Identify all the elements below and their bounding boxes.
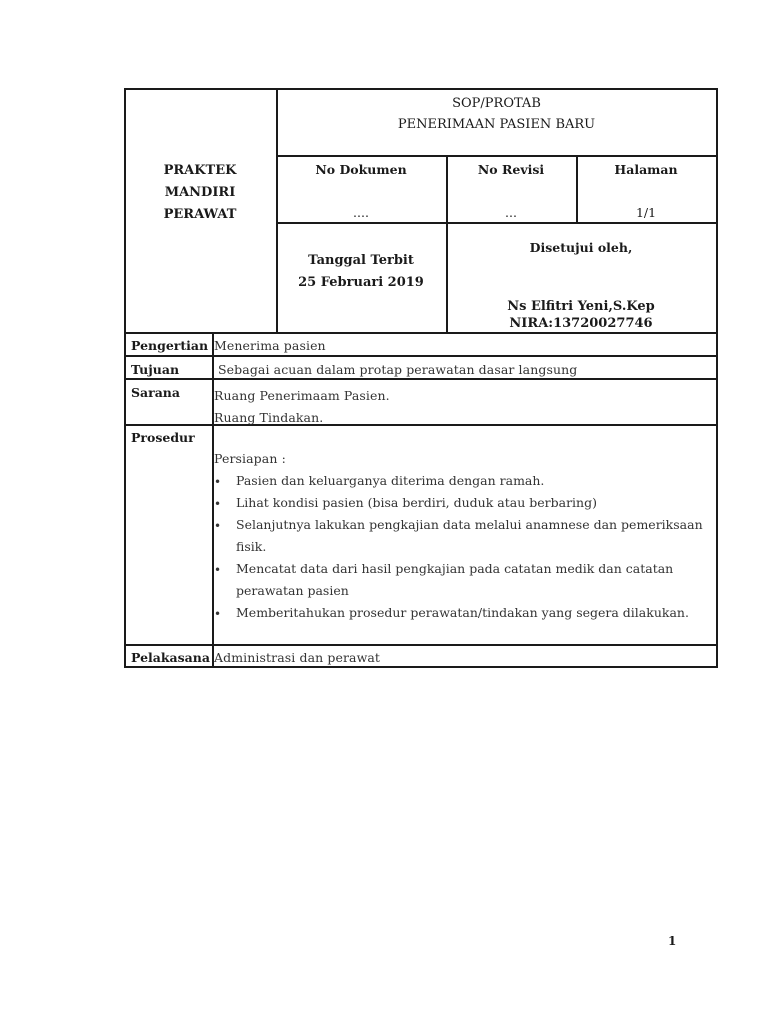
- step-text: Lihat kondisi pasien (bisa berdiri, duduk atau berbaring): [236, 495, 597, 510]
- prosedur-intro: Persiapan :: [214, 451, 286, 466]
- pengertian-value: Menerima pasien: [214, 338, 326, 353]
- sarana-value: [214, 385, 390, 429]
- approver-name: Ns Elfitri Yeni,S.Kep: [507, 299, 655, 314]
- revision-label: No Revisi: [477, 162, 545, 177]
- issue-date-label: Tanggal Terbit: [308, 253, 414, 268]
- pengertian-label: Pengertian: [131, 338, 209, 353]
- bullet-icon: •: [214, 497, 222, 511]
- clinic-line-2: MANDIRI: [164, 185, 236, 200]
- step-text: Memberitahukan prosedur perawatan/tindakan yang segera dilakukan.: [236, 605, 689, 620]
- page-label: Halaman: [614, 162, 678, 177]
- header-divider-1: [276, 155, 717, 157]
- issue-date-value: 25 Februari 2019: [298, 275, 424, 290]
- table-border-top: [124, 88, 717, 90]
- step-text: Pasien dan keluarganya diterima dengan ramah.: [236, 473, 545, 488]
- prosedur-label: Prosedur: [131, 430, 195, 445]
- pelaksana-label: Pelakasana: [131, 650, 210, 665]
- bullet-icon: •: [214, 607, 222, 621]
- bullet-icon: •: [214, 475, 222, 489]
- header-divider-2: [276, 222, 717, 224]
- tujuan-label: Tujuan: [131, 362, 180, 377]
- doc-number-value: ....: [353, 205, 369, 220]
- clinic-line-1: PRAKTEK: [163, 163, 237, 178]
- tujuan-value: Sebagai acuan dalam protap perawatan dasar langsung: [218, 362, 578, 377]
- pelaksana-value: Administrasi dan perawat: [214, 650, 381, 665]
- step-text: Mencatat data dari hasil pengkajian pada catatan medik dan catatan perawatan pasien: [236, 561, 674, 598]
- approver-id: NIRA:13720027746: [509, 316, 653, 331]
- sarana-line-1: Ruang Penerimaam Pasien.: [214, 388, 390, 403]
- sop-title-line-2: PENERIMAAN PASIEN BARU: [397, 117, 596, 132]
- revision-value: ...: [505, 205, 517, 220]
- approved-label: Disetujui oleh,: [529, 240, 633, 255]
- step-text: Selanjutnya lakukan pengkajian data melalui anamnese dan pemeriksaan fisik.: [236, 517, 703, 554]
- issue-date: [276, 250, 446, 294]
- sop-title-line-1: SOP/PROTAB: [452, 96, 541, 111]
- approver: [446, 298, 716, 332]
- bullet-icon: •: [214, 563, 222, 577]
- bullet-icon: •: [214, 519, 222, 533]
- doc-number-label: No Dokumen: [315, 162, 407, 177]
- sop-title: [276, 93, 717, 135]
- clinic-name: [124, 160, 276, 226]
- page-value: 1/1: [635, 205, 657, 220]
- sarana-label: Sarana: [131, 385, 180, 400]
- sarana-line-2: Ruang Tindakan.: [214, 410, 324, 425]
- page-number: 1: [668, 934, 677, 948]
- clinic-line-3: PERAWAT: [163, 207, 237, 222]
